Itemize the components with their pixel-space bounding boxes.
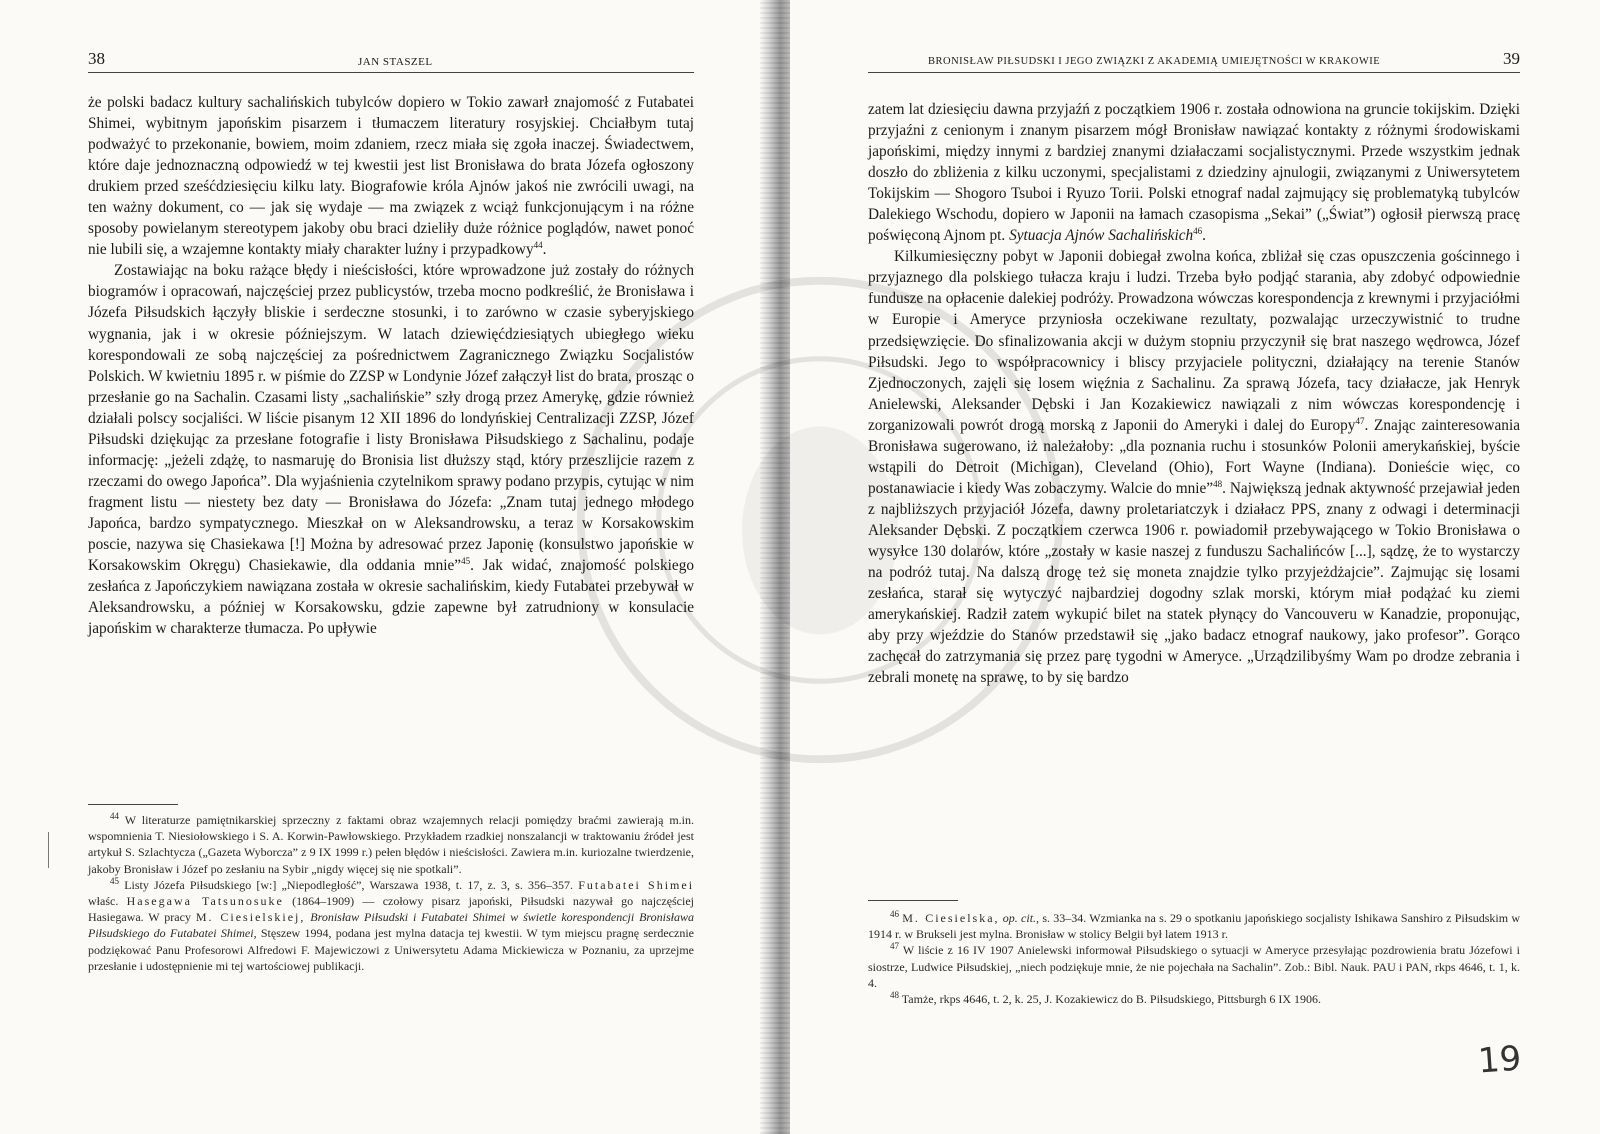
footnote-48: $^{48}$ Tamże, rkps 4646, t. 2, k. 25, J. Kozakiewicz do B. Piłsudskiego, Pittsburgh 6 IX 1906. — [890, 990, 1322, 1007]
right-body-text — [868, 99, 1520, 688]
handwritten-page-mark: 19 — [1476, 1038, 1523, 1082]
left-footnotes — [88, 812, 694, 974]
margin-pencil-mark — [48, 832, 49, 868]
footnote-ref-46: 46 — [1193, 226, 1203, 237]
right-page — [790, 0, 1600, 1134]
right-footnotes — [868, 910, 1520, 1007]
right-paragraph-2: Kilkumiesięczny pobyt w Japonii dobiegał zwolna końca, zbliżał się czas opuszczenia gościnnego i przyjaznego dla polskiego tułacza kraju i ludzi. Trzeba było podjąć starania, aby zdobyć odpowiednie fundusze na opłacenie dalekiej podróży. Prowadzona wówczas korespondencja z krewnymi i przyjaciółmi w Europie i Ameryce przyniosła oczekiwane rezultaty, pozwalając urzeczywistnić to trudne przedsięwzięcie. Do sfinalizowania akcji w dużym stopniu przyczynił się brat naszego wędrowca, Józef Piłsudski. Jego to współpracownicy i bliscy przyjaciele polityczni, działający na terenie Stanów Zjednoczonych, zajęli się losem więźnia z Sachalinu. Za sprawą Józefa, tacy działacze, jak Henryk Anielewski, Aleksander Dębski i Jan Kozakiewicz nawiązali z nim wówczas korespondencję i zorganizowali powrót drogą morską z Japonii do Ameryki i dalej do Europy$^{47}$. Znając zainteresowania Bronisława sugerowano, iż należałoby: „dla poznania ruchu i stosunków Polonii amerykańskiej, byście wstąpili do Detroit (Michigan), Cleveland (Ohio), Fort Wayne (Indiana). Donieście więc, co postanawiacie i kiedy Was zobaczymy. Walcie do mnie”$^{48}$. Największą jednak aktywność przejawiał jeden z najbliższych przyjaciół Józefa, dawny proletariatczyk i działacz PPS, znany z odwagi i determinacji Aleksander Dębski. Z początkiem czerwca 1906 r. powiadomił przebywającego w Tokio Bronisława o wysyłce 130 dolarów, które „zostały w kasie naszej z funduszu Sachalińców [...], sądzę, że to wystarczy na podróż tutaj. Na dalszą drogę też się moneta znajdzie tylko przyjeżdżajcie”. Zajmując się losami zesłańca, starał się wytyczyć najbardziej dogodny szlak morski, którym miał podążać ku ziemi amerykańskiej. Radził zatem wykupić bilet na statek płynący do Vancouveru w Kanadzie, proponując, aby przy wjeździe do Stanów przedstawił się „jako badacz etnograf naukowy, jako profesor”. Gorąco zachęcał do zatrzymania się przez parę tygodni w Ameryce. „Urządzilibyśmy Wam po drodze zebrania i zebrali monetę na sprawę, to by się bardzo — [868, 248, 1520, 687]
footnote-47: $^{47}$ W liście z 16 IV 1907 Anielewski informował Piłsudskiego o sytuacji w Ameryce przesyłając pozdrowienia bratu Józefowi i siostrze, Ludwice Piłsudskiej, „niech podziękuje mnie, że nie pojechała na Sachalin”. Zob.: Bibl. Nauk. PAU i PAN, rkps 4646, t. 1, k. 4. — [868, 941, 1520, 990]
left-footnote-rule — [88, 804, 178, 805]
footnote-ref-48: 48 — [1213, 478, 1223, 489]
footnote-ref-44: 44 — [533, 240, 543, 251]
left-page — [0, 0, 770, 1134]
right-page-number: 39 — [1503, 49, 1520, 68]
right-running-head: BRONISŁAW PIŁSUDSKI I JEGO ZWIĄZKI Z AKADEMIĄ UMIEJĘTNOŚCI W KRAKOWIE — [928, 56, 1381, 67]
footnote-44: $^{44}$ W literaturze pamiętnikarskiej sprzeczny z faktami obraz wzajemnych relacji pomiędzy braćmi zawierają m.in. wspomnienia T. Niesiołowskiego i S. A. Korwin-Pawłowskiego. Przykładem rzadkiej nonszalancji w traktowaniu źródeł jest artykuł S. Szlachtycza („Gazeta Wyborcza” z 9 IX 1999 r.) pełen błędów i nieścisłości. Zawiera m.in. kuriozalne twierdzenie, jakoby Bronisław i Józef po zesłaniu na Sybir „nigdy więcej się nie spotkali”. — [88, 811, 694, 876]
footnote-46: $^{46}$ M. Ciesielska, op. cit., s. 33–34. Wzmianka na s. 29 o spotkaniu japońskiego socjalisty Ishikawa Sanshiro z Piłsudskim w 1914 r. w Brukseli jest mylna. Bronisław w stolicy Belgii był latem 1913 r. — [868, 909, 1521, 942]
footnote-ref-45: 45 — [461, 555, 471, 566]
right-paragraph-1: zatem lat dziesięciu dawna przyjaźń z początkiem 1906 r. została odnowiona na gruncie tokijskim. Dzięki przyjaźni z cenionym i znanym pisarzem mógł Bronisław nawiązać kontakty z różnymi środowiskami japońskimi, między innymi z bardziej znanymi działaczami socjalistycznymi. Przede wszystkim jednak doszło do zbliżenia z kilku uczonymi, specjalistami z dziedziny ajnulogii, związanymi z Uniwersytetem Tokijskim — Shogoro Tsuboi i Ryuzo Torii. Polski etnograf nadal zajmujący się problematyką tubylców Dalekiego Wschodu, dopiero w Japonii na łamach czasopisma „Sekai” („Świat”) ogłosił pierwszą pracę poświęconą Ajnom pt. Sytuacja Ajnów Sachalińskich$^{46}$. — [868, 101, 1520, 245]
left-running-head: JAN STASZEL — [358, 56, 433, 68]
left-page-number: 38 — [88, 49, 105, 68]
right-page-header — [868, 49, 1520, 73]
left-body-text — [88, 92, 694, 639]
left-paragraph-1: że polski badacz kultury sachalińskich tubylców dopiero w Tokio zawarł znajomość z Futabatei Shimei, wybitnym japońskim pisarzem i tłumaczem literatury rosyjskiej. Chciałbym tutaj podważyć to przekonanie, bowiem, moim zdaniem, rzecz miała się zgoła inaczej. Świadectwem, które daje jednoznaczną odpowiedź w tej kwestii jest list Bronisława do brata Józefa ogłoszony drukiem przed sześćdziesięciu kilku laty. Biografowie króla Ajnów jakoś nie zwrócili uwagi, na ten ważny dokument, co — jak się wydaje — ma związek z wciąż funkcjonującym i na różne sposoby powielanym stereotypem jakoby obu braci dzieliły duże różnice poglądów, nawet ponoć nie lubili się, a wzajemne kontakty miały charakter luźny i przypadkowy$^{44}$. — [88, 94, 694, 259]
footnote-45: $^{45}$ Listy Józefa Piłsudskiego [w:] „Niepodległość”, Warszawa 1938, t. 17, z. 3, s. 356–357. Futabatei Shimei właśc. Hasegawa Tatsunosuke (1864–1909) — czołowy pisarz japoński, Piłsudski nazywał go najczęściej Hasiegawa. W pracy M. Ciesielskiej, Bronisław Piłsudski i Futabatei Shimei w świetle korespondencji Bronisława Piłsudskiego do Futabatei Shimei, Stęszew 1994, podana jest mylna datacja tej kwestii. W tym miejscu pragnę serdecznie podziękować Panu Profesorowi Alfredowi F. Majewiczowi z Uniwersytetu Adama Mickiewicza w Poznaniu, za uprzejme przesłanie i udostępnienie mi tej wartościowej publikacji. — [88, 875, 695, 973]
footnote-ref-47: 47 — [1355, 415, 1365, 426]
right-footnote-rule — [868, 900, 958, 901]
left-paragraph-2: Zostawiając na boku rażące błędy i nieścisłości, które wprowadzone już zostały do różnych biogramów i opracowań, najczęściej przez publicystów, trzeba mocno podkreślić, że Bronisława i Józefa Piłsudskich łączyły bliskie i serdeczne stosunki, i to zarówno w czasie syberyjskiego wygnania, jak i w okresie późniejszym. W latach dziewięćdziesiątych ubiegłego wieku korespondowali ze sobą najczęściej za pośrednictwem Zagranicznego Związku Socjalistów Polskich. W kwietniu 1895 r. w piśmie do ZZSP w Londynie Józef załączył list do brata, prosząc o przesłanie go na Sachalin. Czasami listy „sachalińskie” szły drogą przez Amerykę, gdzie również działali polscy socjaliści. W liście pisanym 12 XII 1896 do londyńskiej Centralizacji ZZSP, Józef Piłsudski dziękując za przesłane fotografie i listy Bronisława Piłsudskiego z Sachalinu, podaje informację: „jeżeli zdążę, to nasmaruję do Bronisia list dłuższy stąd, który przeszlijcie razem z rzeczami do owego Japońca”. Dla wyjaśnienia czytelnikom sprawy podano przypis, cytując w nim fragment listu — niestety bez daty — Bronisława do Józefa: „Znam tutaj jednego młodego Japońca, bardzo sympatycznego. Mieszkał on w Aleksandrowsku, a teraz w Korsakowskim poscie, nazywa się Chasiekawa [!] Można by adresować przez Japonię (konsulstwo japońskie w Korsakowskim Okręgu) Chasiekawie, dla oddania mnie”$^{45}$. Jak widać, znajomość polskiego zesłańca z Japończykiem nawiązana została w okresie sachalińskim, kiedy Futabatei przebywał w Aleksandrowsku, a później w Korsakowsku, gdzie zapewne był zatrudniony w konsulacie japońskim w charakterze tłumacza. Po upływie — [88, 262, 694, 638]
left-page-header — [88, 49, 694, 73]
